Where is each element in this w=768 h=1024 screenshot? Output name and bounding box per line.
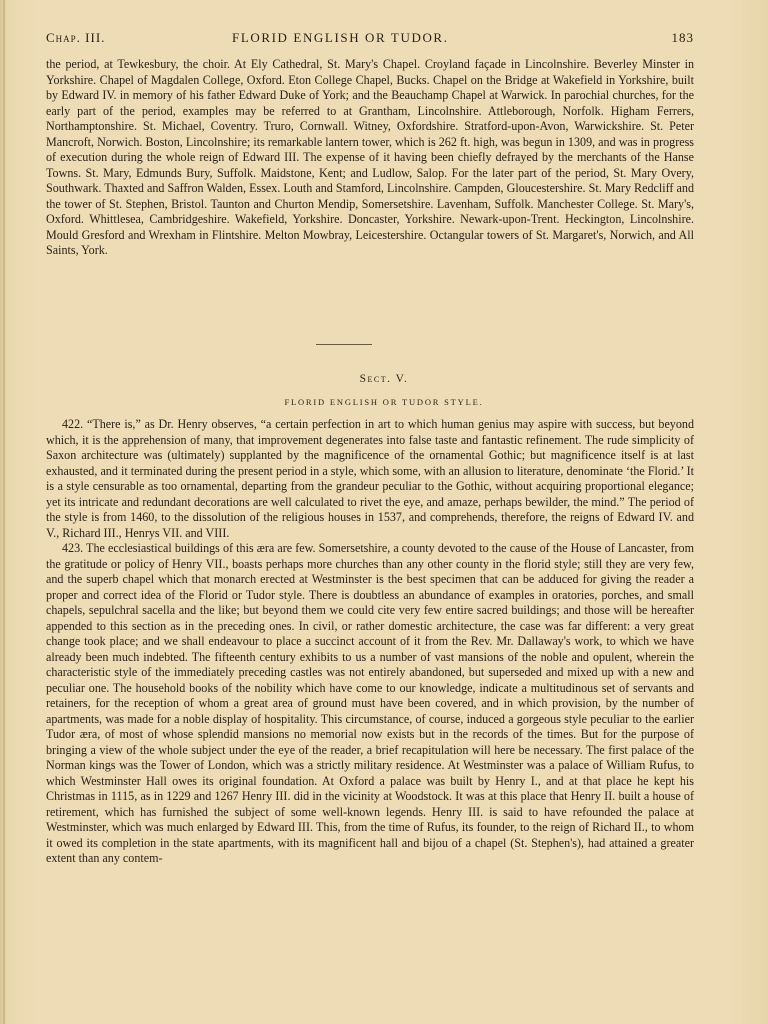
section-subheading: FLORID ENGLISH OR TUDOR STYLE. — [284, 397, 484, 407]
continued-paragraph — [46, 57, 694, 259]
page-gutter — [3, 0, 5, 1024]
running-header — [46, 30, 694, 48]
running-title: FLORID ENGLISH OR TUDOR. — [232, 30, 449, 45]
section-heading: Sect. V. — [359, 373, 409, 385]
paragraph-422: 422. “There is,” as Dr. Henry observes, “a certain perfection in art to which human genius may aspire with success, but beyond which, it is the apprehension of many, that improvement degenerates into false taste and fantastic refinement. The rude simplicity of Saxon architecture was (ultimately) supplanted by the magnificence of the ornamental Gothic; but magnificence itself is at last exhausted, and it terminated during the present period in a style, which some, with an allusion to literature, denominate ‘the Florid.’ It is a style censurable as too ornamental, departing from the grandeur peculiar to the Gothic, without acquiring proportional elegance; yet its intricate and redundant decorations are well calculated to rivet the eye, and amaze, perhaps bewilder, the mind.” The period of the style is from 1460, to the dissolution of the religious houses in 1537, and comprehends, therefore, the reigns of Edward IV. and V., Richard III., Henrys VII. and VIII. — [46, 417, 694, 540]
page-number: 183 — [671, 30, 694, 45]
paragraph-text: the period, at Tewkesbury, the choir. At Ely Cathedral, St. Mary's Chapel. Croyland façade in Lincolnshire. Beverley Minster in Yorkshire. Chapel of Magdalen College, Oxford. Eton College Chapel, Bucks. Chapel on the Bridge at Wakefield in Yorkshire, built by Edward IV. in memory of his father Edward Duke of York; and the Beauchamp Chapel at Warwick. In parochial churches, for the early part of the period, examples may be referred to at Grantham, Lincolnshire. Attleborough, Norfolk. Higham Ferrers, Northamptonshire. St. Michael, Coventry. Truro, Cornwall. Witney, Oxfordshire. Stratford-upon-Avon, Warwickshire. St. Peter Mancroft, Norwich. Boston, Lincolnshire; its remarkable lantern tower, which is 262 ft. high, was begun in 1309, and was in progress of execution during the whole reign of Edward III. The expense of it having been chiefly defrayed by the merchants of the Hanse Towns. St. Mary, Edmunds Bury, Suffolk. Maidstone, Kent; and Ludlow, Salop. For the later part of the period, St. Mary Overy, Southwark. Thaxted and Saffron Walden, Essex. Louth and Stamford, Lincolnshire. Campden, Gloucestershire. St. Mary Redcliff and the tower of St. Stephen, Bristol. Taunton and Churton Mendip, Somersetshire. Lavenham, Suffolk. Manchester College. St. Mary's, Oxford. Whittlesea, Cambridgeshire. Wakefield, Yorkshire. Doncaster, Yorkshire. Newark-upon-Trent. Heckington, Lincolnshire. Mould Gresford and Wrexham in Flintshire. Melton Mowbray, Leicestershire. Octangular towers of St. Margaret's, Norwich, and All Saints, York. — [46, 57, 694, 257]
chapter-label: Chap. III. — [46, 30, 106, 45]
section-body — [46, 417, 694, 867]
paragraph-423: 423. The ecclesiastical buildings of this æra are few. Somersetshire, a county devoted to the cause of the House of Lancaster, from the gratitude or policy of Henry VII., boasts perhaps more churches than any other county in the florid style; still they are very few, and the superb chapel which that monarch erected at Westminster is the best specimen that can be adduced for giving the reader a proper and correct idea of the Florid or Tudor style. There is doubtless an abundance of examples in oratories, porches, and small chapels, sepulchral sacella and the like; but beyond them we could cite very few entire sacred buildings; and those will be hereafter appended to this section as in the preceding ones. In civil, or rather domestic architecture, the case was far different: a very great change took place; and we shall endeavour to place a succinct account of it from the Rev. Mr. Dallaway's work, to which we have already been much indebted. The fifteenth century exhibits to us a number of vast mansions of the noble and opulent, wherein the characteristic style of the immediately preceding castles was not entirely abandoned, but superseded and mixed up with a new and peculiar one. The household books of the nobility which have come to our knowledge, indicate a multitudinous set of servants and retainers, for the reception of whom a great area of ground must have been covered, and in which provision, by the number of apartments, was made for a noble display of hospitality. This circumstance, of course, induced a gorgeous style peculiar to the earlier Tudor æra, of most of whose splendid mansions no memorial now exists but in the records of the times. But for the purpose of bringing a view of the whole subject under the eye of the reader, a brief recapitulation will here be necessary. The first palace of the Norman kings was the Tower of London, which was a strictly military residence. At Westminster was a palace of William Rufus, to which Westminster Hall owes its original foundation. At Oxford a palace was built by Henry I., and at that place he kept his Christmas in 1115, as in 1229 and 1267 Henry III. did in the vicinity at Woodstock. It was at this place that Henry II. built a house of retirement, which has furnished the subject of some well-known legends. Henry III. is said to have refounded the palace at Westminster, which was much enlarged by Edward III. This, from the time of Rufus, its founder, to the reign of Richard II., to whom it owed its completion in the state apartments, with its magnificent hall and bijou of a chapel (St. Stephen's), had attained a greater extent than any contem- — [46, 541, 694, 865]
section-divider — [316, 344, 372, 345]
